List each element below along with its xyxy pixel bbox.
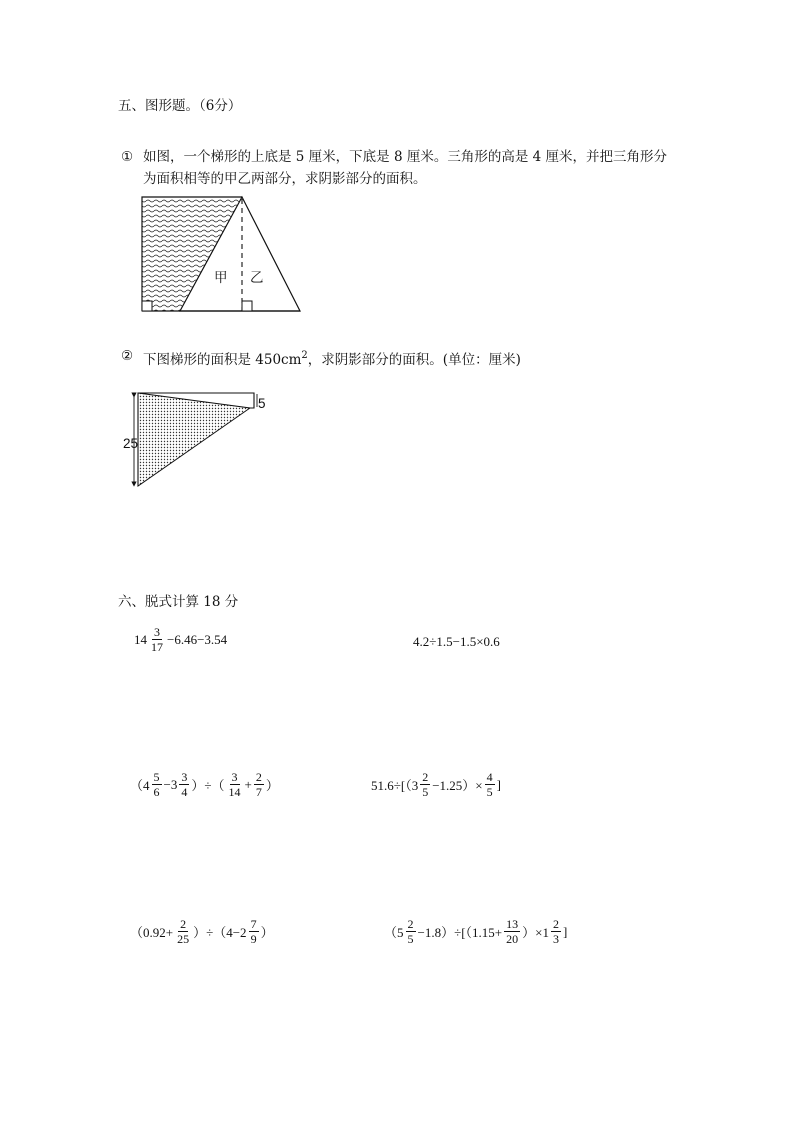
fraction-numerator: 3 (231, 770, 238, 784)
fraction (175, 917, 191, 946)
fraction (551, 917, 561, 946)
fraction-denominator: 5 (486, 785, 493, 799)
section5-title: 五、图形题。（6分） (118, 98, 242, 114)
fraction-numerator: 2 (553, 917, 559, 931)
fraction-numerator: 7 (250, 917, 257, 931)
expr-6 (383, 917, 568, 946)
q1-text-line1: 如图，一个梯形的上底是 5 厘米，下底是 8 厘米。三角形的高是 4 厘米，并把三角形分 (143, 149, 668, 165)
fraction-denominator: 3 (553, 932, 559, 946)
fraction-numerator: 3 (181, 770, 188, 784)
expr-term: −3 (163, 776, 178, 792)
q2-shaded-triangle (138, 393, 250, 486)
expr-term: + (244, 776, 252, 792)
expr-1-frac (149, 625, 165, 654)
section6-title: 六、脱式计算 18 分 (118, 594, 239, 610)
expr-term: 51.6÷[（3 (371, 778, 419, 793)
expr-term: （4 (130, 778, 150, 793)
fraction (504, 917, 520, 946)
q2-label-5: 5 (258, 396, 266, 411)
q2-text-before: 下图梯形的面积是 450cm (143, 352, 302, 368)
q2-label-25: 25 (123, 436, 139, 451)
expr-term: ） (265, 778, 279, 793)
expr-2: 4.2÷1.5−1.5×0.6 (413, 634, 500, 649)
fraction (254, 770, 264, 799)
fraction-numerator: 13 (506, 917, 519, 931)
fraction-numerator: 2 (180, 917, 187, 931)
q1-marker: ① (121, 149, 134, 165)
fraction-denominator: 5 (422, 785, 429, 799)
expr-1 (133, 625, 228, 654)
fraction-numerator: 2 (255, 770, 262, 784)
q2-marker: ② (121, 348, 134, 364)
q2-text-after: ，求阴影部分的面积。(单位：厘米) (307, 352, 521, 368)
fraction-denominator: 4 (181, 785, 188, 799)
fraction-denominator: 7 (255, 785, 262, 799)
fraction (152, 770, 162, 799)
fraction-denominator: 5 (407, 932, 414, 946)
expr-term: −1.8）÷[（1.15+ (417, 925, 503, 940)
fraction-numerator: 3 (154, 625, 160, 639)
fraction (420, 770, 430, 799)
expr-term: ）×1 (522, 925, 549, 940)
fraction (249, 917, 259, 946)
fraction-numerator: 2 (407, 917, 414, 931)
expr-3 (129, 770, 280, 799)
q2-figure-trapezoid (124, 386, 274, 492)
fraction-denominator: 6 (153, 785, 160, 799)
expr-term: ] (563, 923, 568, 939)
q1-label-yi: 乙 (250, 270, 264, 286)
fraction-numerator: 4 (486, 770, 493, 784)
fraction-denominator: 20 (506, 932, 519, 946)
fraction (485, 770, 495, 799)
fraction-denominator: 17 (151, 640, 163, 654)
expr-term: ）÷（ (191, 778, 225, 793)
q1-right-angle-center (242, 301, 252, 311)
expr-term: （5 (384, 925, 404, 940)
q1-label-jia: 甲 (214, 270, 228, 286)
expr-4 (370, 770, 502, 799)
fraction-denominator: 14 (228, 785, 241, 799)
q2-text (143, 346, 521, 370)
expr-1-rest: −6.46−3.54 (167, 631, 228, 647)
fraction-numerator: 2 (422, 770, 429, 784)
expr-term: ] (496, 776, 501, 792)
fraction (406, 917, 416, 946)
expr-term: ）÷（4−2 (193, 925, 247, 940)
q2-text-sup: 2 (301, 350, 308, 361)
expr-term: （0.92+ (130, 925, 174, 940)
expr-term: −1.25）× (432, 778, 483, 793)
fraction (227, 770, 243, 799)
q1-text-line2: 为面积相等的甲乙两部分，求阴影部分的面积。 (143, 171, 427, 187)
q1-figure-trapezoid-triangle (138, 193, 308, 315)
fraction-numerator: 5 (153, 770, 160, 784)
fraction-denominator: 25 (177, 932, 190, 946)
expr-5 (129, 917, 275, 946)
fraction-denominator: 9 (250, 932, 257, 946)
q1-right-angle-left (142, 301, 152, 311)
expr-term: ） (260, 925, 274, 940)
expr-1-whole: 14 (134, 631, 147, 647)
fraction (179, 770, 189, 799)
